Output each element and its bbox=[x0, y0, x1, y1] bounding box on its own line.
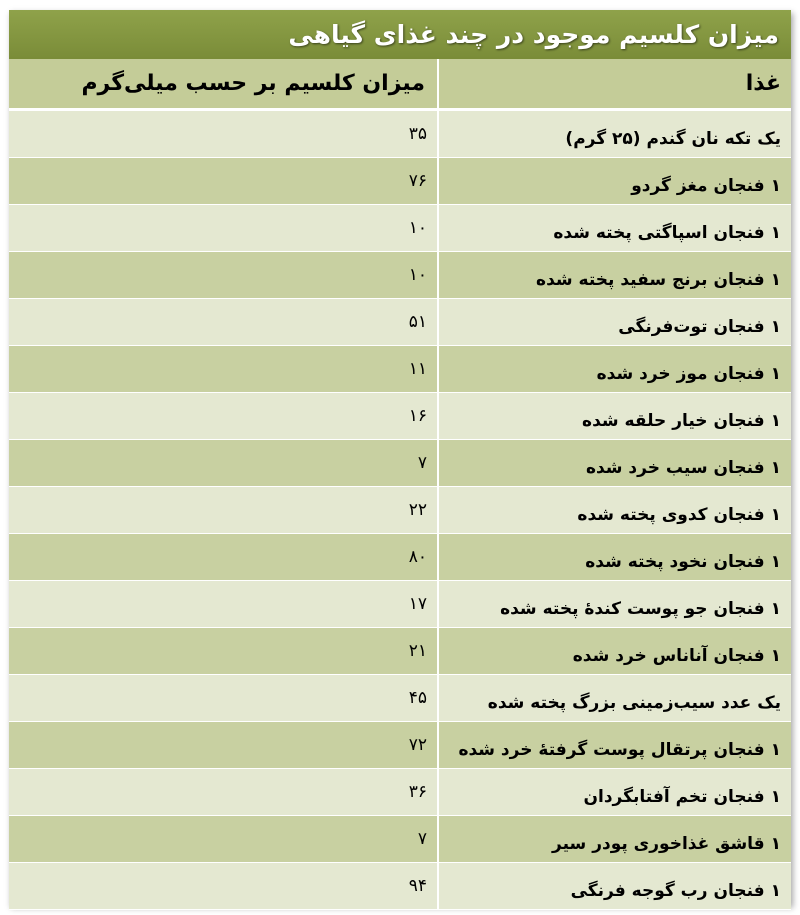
table-row bbox=[9, 487, 791, 534]
table-row bbox=[9, 346, 791, 393]
amount-cell: ۱۰ bbox=[9, 252, 437, 298]
amount-cell: ۳۵ bbox=[9, 111, 437, 157]
food-cell: ۱ فنجان مغز گردو bbox=[437, 158, 791, 204]
food-cell: ۱ قاشق غذاخوری پودر سیر bbox=[437, 816, 791, 862]
header-amount: میزان کلسیم بر حسب میلی‌گرم bbox=[9, 59, 437, 108]
amount-cell: ۱۱ bbox=[9, 346, 437, 392]
calcium-table bbox=[9, 10, 791, 905]
amount-cell: ۱۷ bbox=[9, 581, 437, 627]
amount-cell: ۳۶ bbox=[9, 769, 437, 815]
food-cell: ۱ فنجان سیب خرد شده bbox=[437, 440, 791, 486]
food-cell: ۱ فنجان توت‌فرنگی bbox=[437, 299, 791, 345]
table-row bbox=[9, 158, 791, 205]
table-row bbox=[9, 581, 791, 628]
table-row bbox=[9, 816, 791, 863]
amount-cell: ۱۰ bbox=[9, 205, 437, 251]
amount-cell: ۲۲ bbox=[9, 487, 437, 533]
amount-cell: ۹۴ bbox=[9, 863, 437, 909]
food-cell: ۱ فنجان نخود پخته شده bbox=[437, 534, 791, 580]
amount-cell: ۴۵ bbox=[9, 675, 437, 721]
table-row bbox=[9, 393, 791, 440]
table-row bbox=[9, 675, 791, 722]
amount-cell: ۷ bbox=[9, 816, 437, 862]
table-row bbox=[9, 252, 791, 299]
table-row bbox=[9, 628, 791, 675]
table-row bbox=[9, 111, 791, 158]
amount-cell: ۸۰ bbox=[9, 534, 437, 580]
amount-cell: ۵۱ bbox=[9, 299, 437, 345]
table-header-row bbox=[9, 59, 791, 111]
amount-cell: ۷ bbox=[9, 440, 437, 486]
table-row bbox=[9, 722, 791, 769]
food-cell: ۱ فنجان رب گوجه فرنگی bbox=[437, 863, 791, 909]
table-row bbox=[9, 534, 791, 581]
table-row bbox=[9, 440, 791, 487]
food-cell: ۱ فنجان کدوی پخته شده bbox=[437, 487, 791, 533]
amount-cell: ۱۶ bbox=[9, 393, 437, 439]
amount-cell: ۷۶ bbox=[9, 158, 437, 204]
table-row bbox=[9, 205, 791, 252]
food-cell: ۱ فنجان جو پوست کندهٔ پخته شده bbox=[437, 581, 791, 627]
food-cell: ۱ فنجان آناناس خرد شده bbox=[437, 628, 791, 674]
amount-cell: ۷۲ bbox=[9, 722, 437, 768]
food-cell: ۱ فنجان خیار حلقه شده bbox=[437, 393, 791, 439]
header-food: غذا bbox=[437, 59, 791, 108]
food-cell: ۱ فنجان پرتقال پوست گرفتهٔ خرد شده bbox=[437, 722, 791, 768]
food-cell: یک عدد سیب‌زمینی بزرگ پخته شده bbox=[437, 675, 791, 721]
table-grid bbox=[9, 59, 791, 910]
table-title: میزان کلسیم موجود در چند غذای گیاهی bbox=[9, 10, 791, 59]
food-cell: یک تکه نان گندم (۲۵ گرم) bbox=[437, 111, 791, 157]
table-body bbox=[9, 111, 791, 910]
food-cell: ۱ فنجان تخم آفتابگردان bbox=[437, 769, 791, 815]
food-cell: ۱ فنجان اسپاگتی پخته شده bbox=[437, 205, 791, 251]
table-row bbox=[9, 299, 791, 346]
table-row bbox=[9, 863, 791, 910]
food-cell: ۱ فنجان موز خرد شده bbox=[437, 346, 791, 392]
food-cell: ۱ فنجان برنج سفید پخته شده bbox=[437, 252, 791, 298]
amount-cell: ۲۱ bbox=[9, 628, 437, 674]
table-row bbox=[9, 769, 791, 816]
